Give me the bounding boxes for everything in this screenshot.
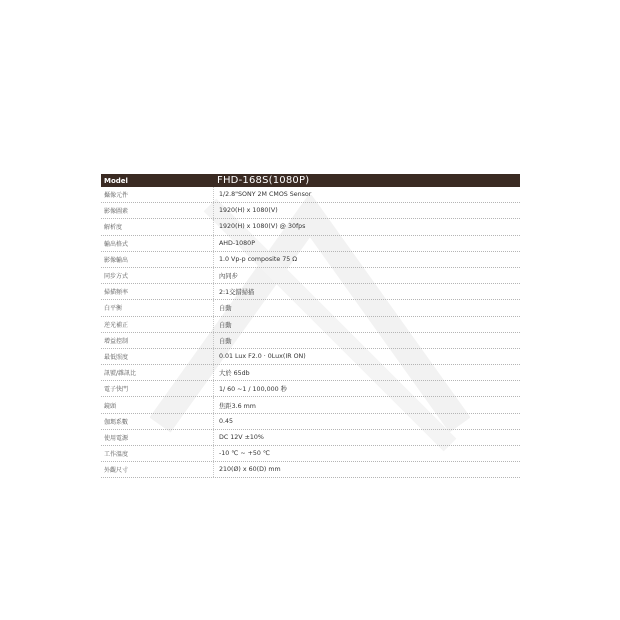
spec-value: DC 12V ±10% bbox=[219, 433, 264, 441]
spec-rows bbox=[101, 187, 520, 478]
spec-label: 鏡頭 bbox=[101, 397, 214, 412]
spec-value: 焦距3.6 mm bbox=[219, 402, 256, 410]
spec-row bbox=[101, 236, 520, 252]
spec-label: 掃描頻率 bbox=[101, 284, 214, 299]
spec-label: 解析度 bbox=[101, 219, 214, 234]
spec-value: 大於 65db bbox=[219, 370, 250, 378]
spec-row bbox=[101, 349, 520, 365]
spec-value: 1.0 Vp-p composite 75 Ω bbox=[219, 255, 298, 263]
spec-row bbox=[101, 381, 520, 397]
spec-row bbox=[101, 203, 520, 219]
spec-label: 外觀尺寸 bbox=[101, 462, 214, 477]
spec-value: 自動 bbox=[219, 321, 232, 329]
spec-row bbox=[101, 333, 520, 349]
spec-label: 攝像元件 bbox=[101, 187, 214, 202]
header-model-name: FHD-168S(1080P) bbox=[217, 175, 310, 186]
spec-label: 同步方式 bbox=[101, 268, 214, 283]
spec-row bbox=[101, 252, 520, 268]
spec-value: AHD-1080P bbox=[219, 239, 255, 247]
spec-row bbox=[101, 397, 520, 413]
header-label: Model bbox=[104, 176, 128, 185]
spec-label: 電子快門 bbox=[101, 381, 214, 396]
spec-value: 0.45 bbox=[219, 417, 234, 425]
spec-row bbox=[101, 414, 520, 430]
spec-value: 1920(H) x 1080(V) @ 30fps bbox=[219, 223, 306, 231]
spec-label: 訊號/雜訊比 bbox=[101, 365, 214, 380]
spec-row bbox=[101, 219, 520, 235]
spec-row bbox=[101, 300, 520, 316]
spec-value: -10 ℃ ~ +50 ℃ bbox=[219, 450, 270, 458]
spec-row bbox=[101, 365, 520, 381]
spec-row bbox=[101, 317, 520, 333]
spec-row bbox=[101, 430, 520, 446]
spec-table bbox=[101, 174, 520, 478]
spec-value: 自動 bbox=[219, 305, 232, 313]
spec-value: 1/ 60 ~1 / 100,000 秒 bbox=[219, 386, 287, 394]
spec-value: 1/2.8"SONY 2M CMOS Sensor bbox=[219, 191, 312, 199]
spec-row bbox=[101, 462, 520, 478]
spec-label: 工作溫度 bbox=[101, 446, 214, 461]
spec-value: 2:1交錯掃描 bbox=[219, 289, 255, 297]
spec-label: 白平衡 bbox=[101, 300, 214, 315]
spec-value: 0.01 Lux F2.0 · 0Lux(IR ON) bbox=[219, 352, 306, 360]
spec-label: 影像圖素 bbox=[101, 203, 214, 218]
spec-value: 自動 bbox=[219, 337, 232, 345]
spec-row bbox=[101, 284, 520, 300]
spec-label: 使用電源 bbox=[101, 430, 214, 445]
spec-label: 最低照度 bbox=[101, 349, 214, 364]
spec-table-header bbox=[101, 174, 520, 187]
spec-label: 伽瑪系數 bbox=[101, 414, 214, 429]
spec-value: 210(Ø) x 60(D) mm bbox=[219, 466, 281, 474]
spec-row bbox=[101, 446, 520, 462]
spec-value: 1920(H) x 1080(V) bbox=[219, 207, 278, 215]
spec-row bbox=[101, 268, 520, 284]
spec-row bbox=[101, 187, 520, 203]
spec-value: 內同步 bbox=[219, 273, 238, 281]
spec-label: 逆光補正 bbox=[101, 317, 214, 332]
spec-label: 輸出格式 bbox=[101, 236, 214, 251]
spec-label: 增益控制 bbox=[101, 333, 214, 348]
spec-label: 影像輸出 bbox=[101, 252, 214, 267]
